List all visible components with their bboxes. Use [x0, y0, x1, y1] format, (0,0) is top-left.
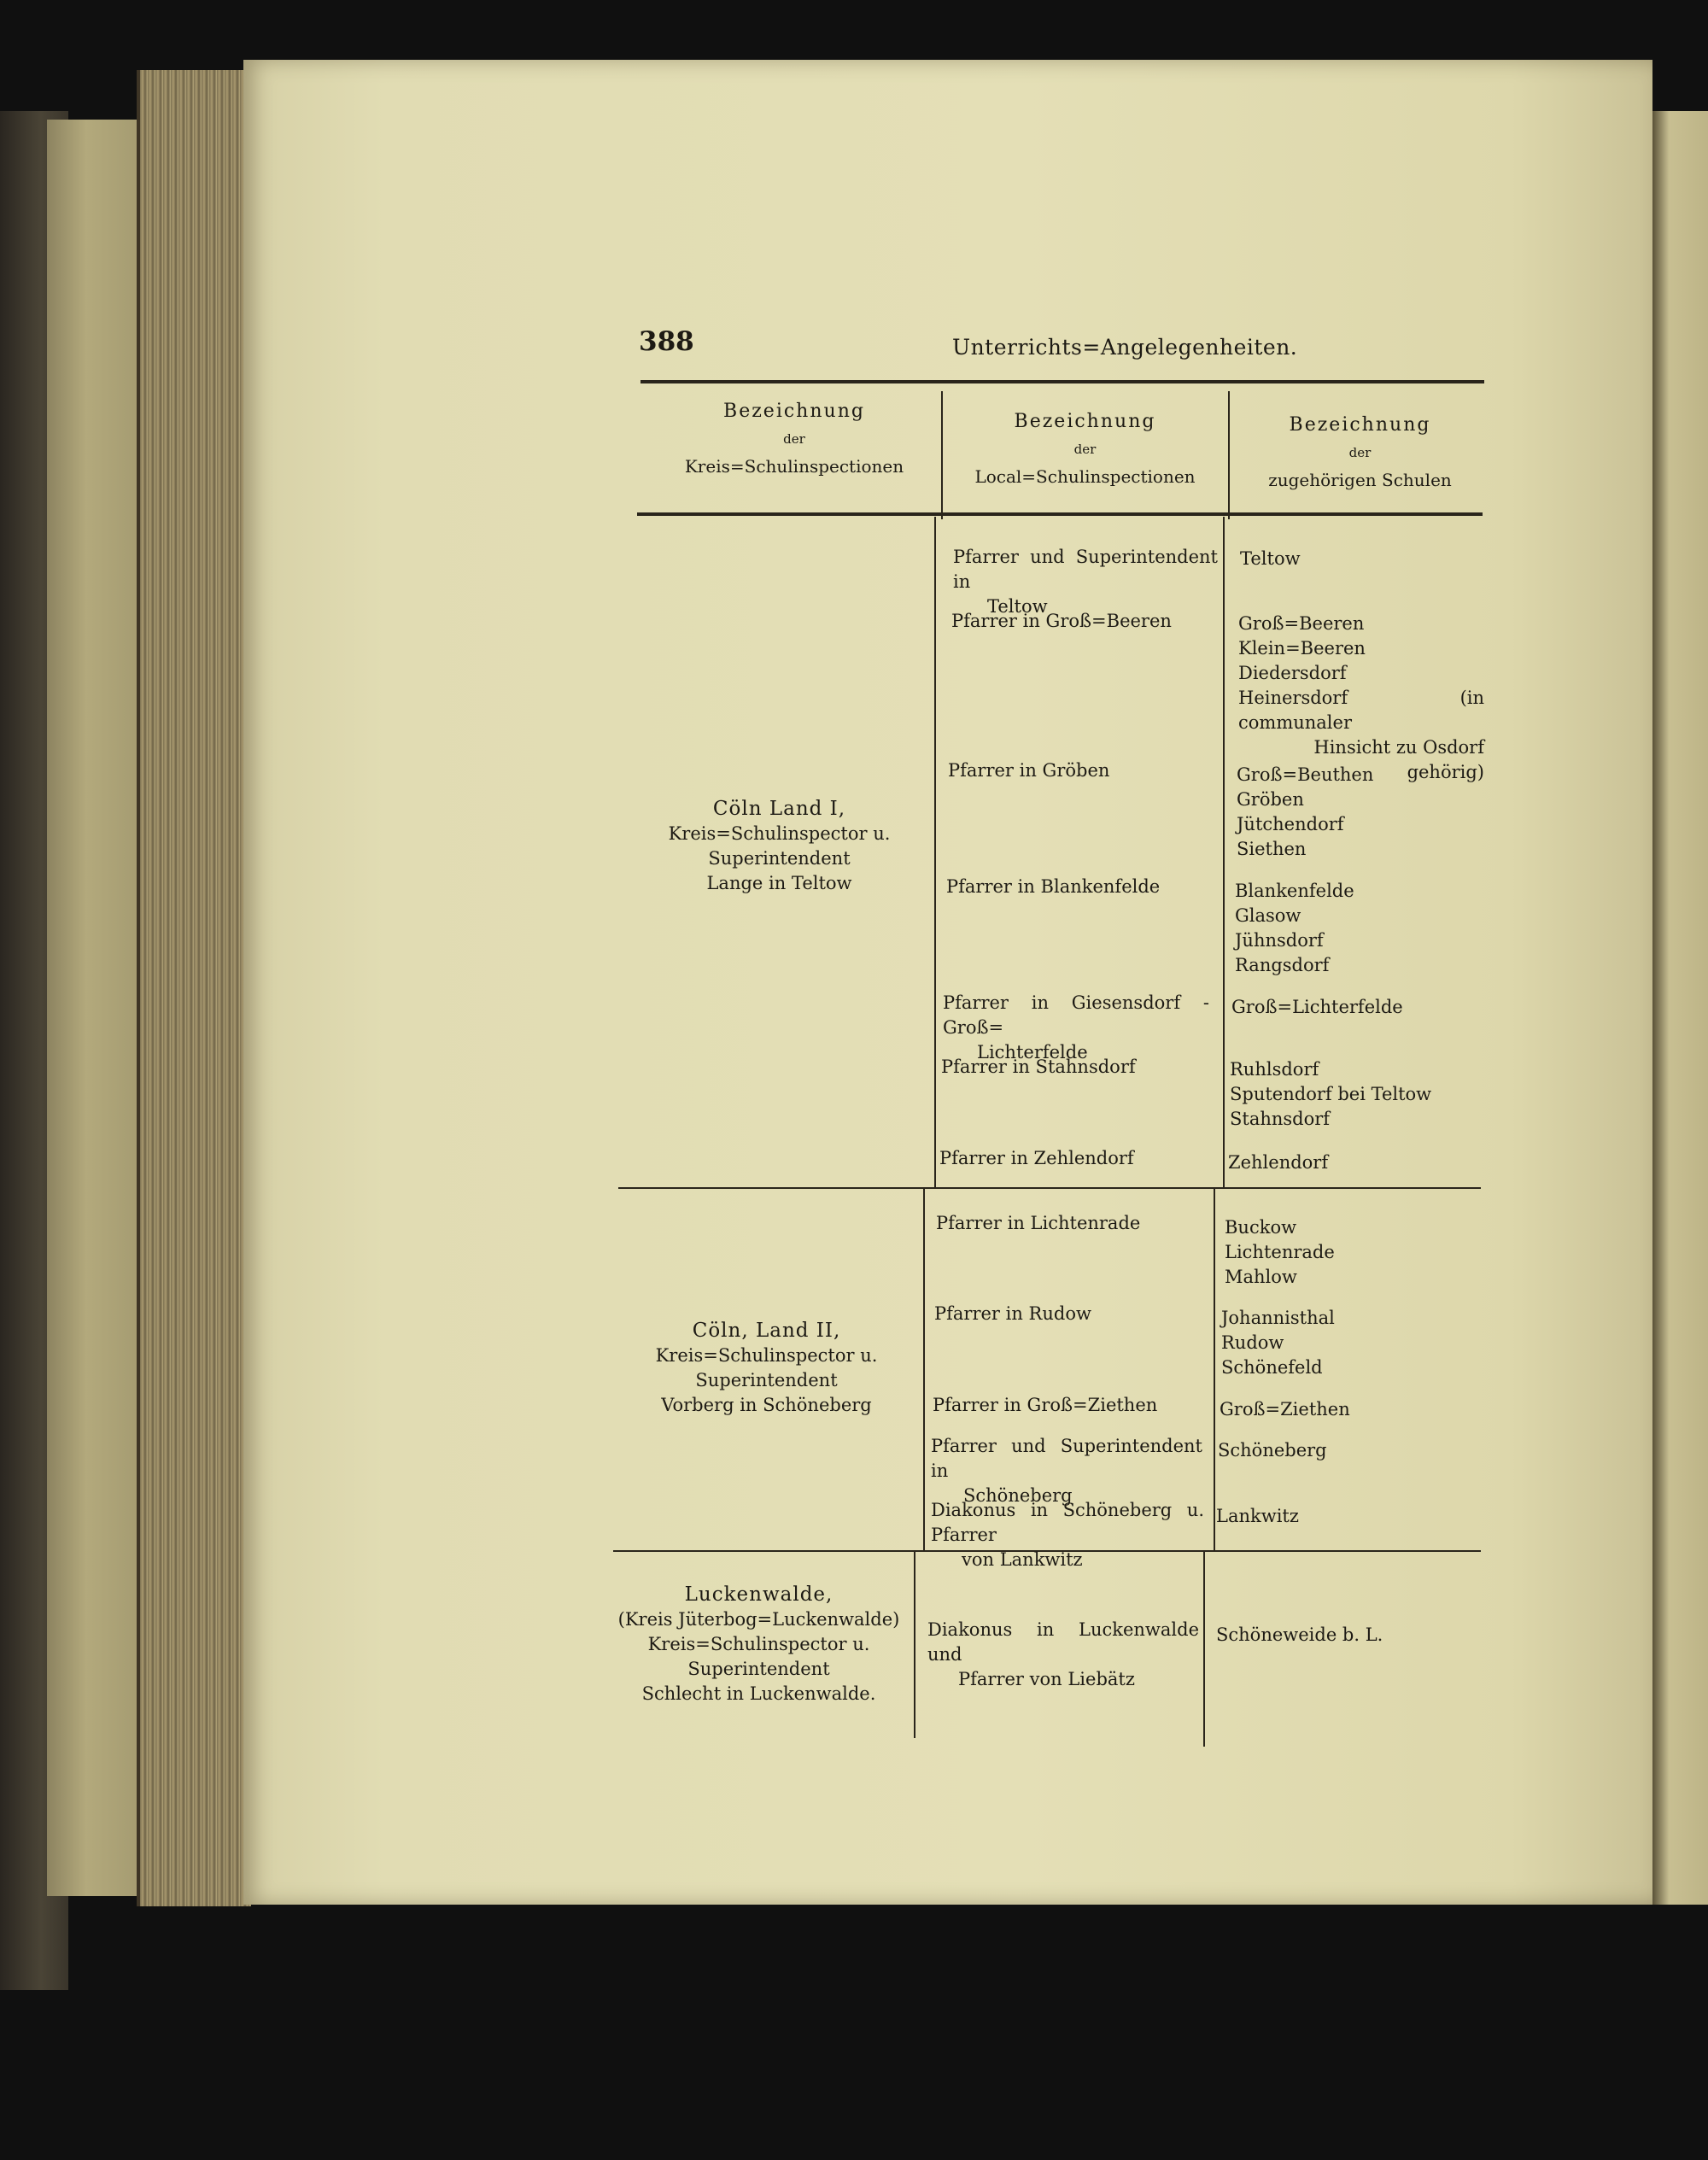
- column-header-schulen: Bezeichnung der zugehörigen Schulen: [1268, 414, 1452, 490]
- page-number: 388: [639, 326, 694, 357]
- right-page-sliver: [1652, 111, 1708, 1905]
- school-cell: Blankenfelde Glasow Jühnsdorf Rangsdorf: [1235, 881, 1354, 975]
- kreis-cell-luckenwalde: Luckenwalde, (Kreis Jüterbog=Luckenwalde) Kreis=Schulinspector u. Superintendent Schlecht in Luckenwalde.: [617, 1583, 900, 1704]
- column-header-local: Bezeichnung der Local=Schulinspectionen: [974, 411, 1196, 487]
- table-header-rule: [637, 512, 1483, 516]
- school-cell: Buckow Lichtenrade Mahlow: [1225, 1217, 1335, 1287]
- school-cell: Groß=Beuthen Gröben Jütchendorf Siethen: [1237, 764, 1374, 859]
- page-stack-edges: [137, 70, 251, 1906]
- school-cell: Groß=Ziethen: [1220, 1399, 1350, 1420]
- local-cell: Pfarrer in Gröben: [948, 760, 1110, 781]
- local-cell: Pfarrer in Zehlendorf: [939, 1148, 1134, 1168]
- school-cell: Schöneweide b. L.: [1216, 1624, 1383, 1645]
- school-cell: Groß=Beeren Klein=Beeren Diedersdorf Heinersdorf (in communaler Hinsicht zu Osdorf gehörig): [1238, 613, 1484, 782]
- local-cell: Pfarrer in Rudow: [934, 1303, 1091, 1324]
- local-cell: Pfarrer in Groß=Ziethen: [933, 1395, 1158, 1415]
- local-cell: Pfarrer in Stahnsdorf: [941, 1057, 1136, 1077]
- local-cell: Pfarrer und Superintendent in Teltow: [953, 547, 1218, 617]
- left-page-sliver: [47, 120, 145, 1896]
- school-cell: Ruhlsdorf Sputendorf bei Teltow Stahnsdorf: [1230, 1059, 1432, 1129]
- local-cell: Pfarrer in Lichtenrade: [936, 1213, 1141, 1233]
- column-divider-2-body: [1223, 517, 1225, 1187]
- kreis-cell-coeln-land-2: Cöln, Land II, Kreis=Schulinspector u. Superintendent Vorberg in Schöneberg: [655, 1320, 878, 1415]
- table-top-rule: [640, 380, 1484, 383]
- school-cell: Teltow: [1240, 548, 1301, 569]
- column-divider-2: [1228, 391, 1230, 519]
- school-cell: Zehlendorf: [1228, 1152, 1329, 1173]
- school-cell: Johannisthal Rudow Schönefeld: [1221, 1308, 1335, 1378]
- column-divider-1-body-2: [923, 1187, 925, 1550]
- column-divider-1: [941, 391, 943, 519]
- kreis-cell-coeln-land-1: Cöln Land I, Kreis=Schulinspector u. Superintendent Lange in Teltow: [668, 798, 891, 893]
- school-cell: Schöneberg: [1218, 1440, 1327, 1460]
- column-divider-2-body-2: [1214, 1187, 1215, 1550]
- school-cell: Groß=Lichterfelde: [1231, 997, 1403, 1017]
- local-cell: Diakonus in Luckenwalde und Pfarrer von Liebätz: [927, 1619, 1199, 1689]
- local-cell: Diakonus in Schöneberg u. Pfarrer von Lankwitz: [931, 1500, 1204, 1570]
- running-head: Unterrichts=Angelegenheiten.: [952, 335, 1298, 360]
- local-cell: Pfarrer in Groß=Beeren: [951, 611, 1172, 631]
- school-cell: Lankwitz: [1216, 1506, 1299, 1526]
- local-cell: Pfarrer in Blankenfelde: [946, 876, 1161, 897]
- group-divider-1: [618, 1187, 1481, 1189]
- column-divider-2-body-3: [1203, 1550, 1205, 1747]
- local-cell: Pfarrer in Giesensdorf - Groß= Lichterfelde: [943, 992, 1209, 1062]
- column-header-kreis: Bezeichnung der Kreis=Schulinspectionen: [684, 401, 904, 477]
- local-cell: Pfarrer und Superintendent in Schöneberg: [931, 1436, 1202, 1506]
